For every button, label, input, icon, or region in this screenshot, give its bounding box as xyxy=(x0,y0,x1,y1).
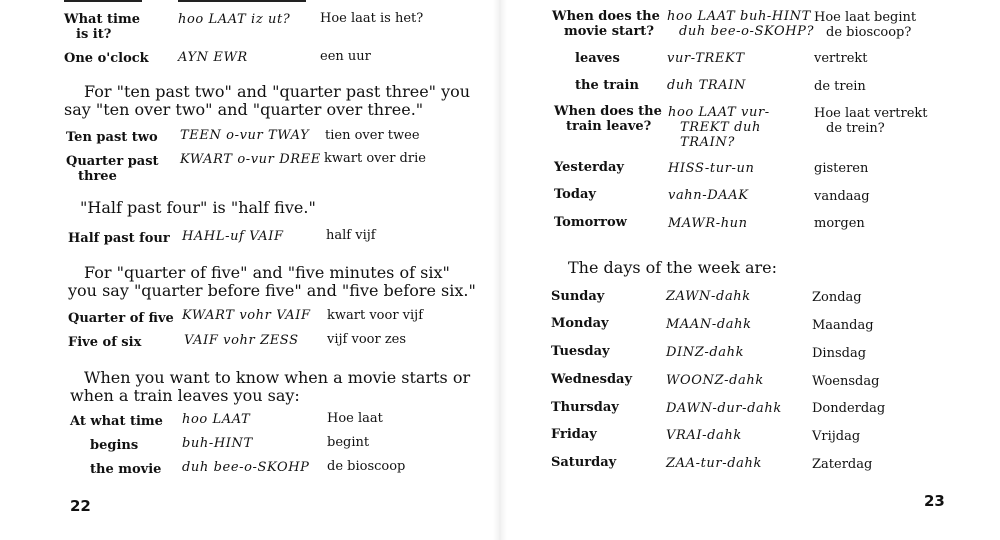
pronunciation: hoo LAAT xyxy=(182,412,251,427)
paragraph-line: you say "quarter before five" and "five before six." xyxy=(68,281,476,300)
paragraph-line: "Half past four" is "half five." xyxy=(80,198,316,217)
day-name: Wednesday xyxy=(551,372,633,387)
dutch-phrase: Zaterdag xyxy=(812,457,873,472)
english-phrase: What time is it? xyxy=(64,12,140,42)
left-page xyxy=(0,0,495,540)
dutch-phrase: begint xyxy=(327,435,370,450)
page-number: 22 xyxy=(70,497,91,515)
section-heading: The days of the week are: xyxy=(568,258,778,277)
dutch-phrase: Maandag xyxy=(812,318,874,333)
english-phrase: Ten past two xyxy=(66,130,158,145)
english-phrase: Tomorrow xyxy=(554,215,627,230)
pronunciation: KWART vohr VAIF xyxy=(182,308,311,323)
dutch-phrase: Dinsdag xyxy=(812,346,867,361)
pronunciation: DINZ-dahk xyxy=(666,345,745,360)
english-phrase: Quarter of five xyxy=(68,311,174,326)
dutch-phrase: vijf voor zes xyxy=(327,332,407,347)
english-phrase: leaves xyxy=(575,51,620,66)
pronunciation: vur-TREKT xyxy=(667,51,745,66)
english-phrase: When does the train leave? xyxy=(554,104,662,134)
pronunciation: hoo LAAT iz ut? xyxy=(178,12,291,27)
dutch-phrase: half vijf xyxy=(326,228,376,243)
dutch-phrase: Hoe laat begint de bioscoop? xyxy=(814,10,917,40)
dutch-phrase: gisteren xyxy=(814,161,869,176)
dutch-phrase: Woensdag xyxy=(812,374,880,389)
paragraph-line: When you want to know when a movie starts or xyxy=(84,368,471,387)
english-phrase: the movie xyxy=(90,462,162,477)
pronunciation: ZAWN-dahk xyxy=(666,289,751,304)
pronunciation: VAIF vohr ZESS xyxy=(184,333,299,348)
pronunciation: HISS-tur-un xyxy=(668,161,755,176)
top-rule xyxy=(178,0,306,2)
dutch-phrase: Hoe laat vertrekt de trein? xyxy=(814,106,928,136)
english-phrase: When does the movie start? xyxy=(552,9,660,39)
english-phrase: Yesterday xyxy=(554,160,624,175)
dutch-phrase: Hoe laat xyxy=(327,411,383,426)
english-phrase: One o'clock xyxy=(64,51,149,66)
page-number: 23 xyxy=(924,492,945,510)
paragraph-line: say "ten over two" and "quarter over three." xyxy=(64,100,424,119)
pronunciation: HAHL-uf VAIF xyxy=(182,229,284,244)
pronunciation: AYN EWR xyxy=(178,50,248,65)
day-name: Monday xyxy=(551,316,609,331)
english-phrase: begins xyxy=(90,438,139,453)
dutch-phrase: Vrijdag xyxy=(812,429,861,444)
pronunciation: duh bee-o-SKOHP xyxy=(182,460,310,475)
pronunciation: duh TRAIN xyxy=(667,78,746,93)
pronunciation: hoo LAAT vur- TREKT duh TRAIN? xyxy=(668,105,770,150)
dutch-phrase: vandaag xyxy=(814,189,870,204)
day-name: Tuesday xyxy=(551,344,610,359)
dutch-phrase: de bioscoop xyxy=(327,459,406,474)
pronunciation: hoo LAAT buh-HINT duh bee-o-SKOHP? xyxy=(667,9,815,39)
pronunciation: vahn-DAAK xyxy=(668,188,749,203)
dutch-phrase: kwart voor vijf xyxy=(327,308,424,323)
english-phrase: the train xyxy=(575,78,639,93)
pronunciation: buh-HINT xyxy=(182,436,253,451)
dutch-phrase: Hoe laat is het? xyxy=(320,11,424,26)
dutch-phrase: morgen xyxy=(814,216,865,231)
dutch-phrase: Zondag xyxy=(812,290,862,305)
dutch-phrase: tien over twee xyxy=(325,128,420,143)
english-phrase: Today xyxy=(554,187,596,202)
english-phrase: Quarter past three xyxy=(66,154,159,184)
pronunciation: WOONZ-dahk xyxy=(666,373,764,388)
pronunciation: ZAA-tur-dahk xyxy=(666,456,762,471)
pronunciation: KWART o-vur DREE xyxy=(180,152,321,167)
pronunciation: TEEN o-vur TWAY xyxy=(180,128,310,143)
right-page xyxy=(505,0,1000,540)
pronunciation: MAAN-dahk xyxy=(666,317,752,332)
dutch-phrase: vertrekt xyxy=(814,51,868,66)
pronunciation: VRAI-dahk xyxy=(666,428,742,443)
english-phrase: Five of six xyxy=(68,335,142,350)
pronunciation: MAWR-hun xyxy=(668,216,748,231)
dutch-phrase: kwart over drie xyxy=(324,151,426,166)
paragraph-line: when a train leaves you say: xyxy=(70,386,300,405)
english-phrase: At what time xyxy=(70,414,163,429)
top-rule xyxy=(64,0,142,2)
english-phrase: Half past four xyxy=(68,231,170,246)
dutch-phrase: Donderdag xyxy=(812,401,886,416)
day-name: Friday xyxy=(551,427,597,442)
day-name: Saturday xyxy=(551,455,617,470)
dutch-phrase: een uur xyxy=(320,49,371,64)
pronunciation: DAWN-dur-dahk xyxy=(666,401,782,416)
day-name: Sunday xyxy=(551,289,605,304)
day-name: Thursday xyxy=(551,400,619,415)
paragraph-line: For "quarter of five" and "five minutes of six" xyxy=(84,263,450,282)
paragraph-line: For "ten past two" and "quarter past three" you xyxy=(84,82,471,101)
dutch-phrase: de trein xyxy=(814,79,866,94)
